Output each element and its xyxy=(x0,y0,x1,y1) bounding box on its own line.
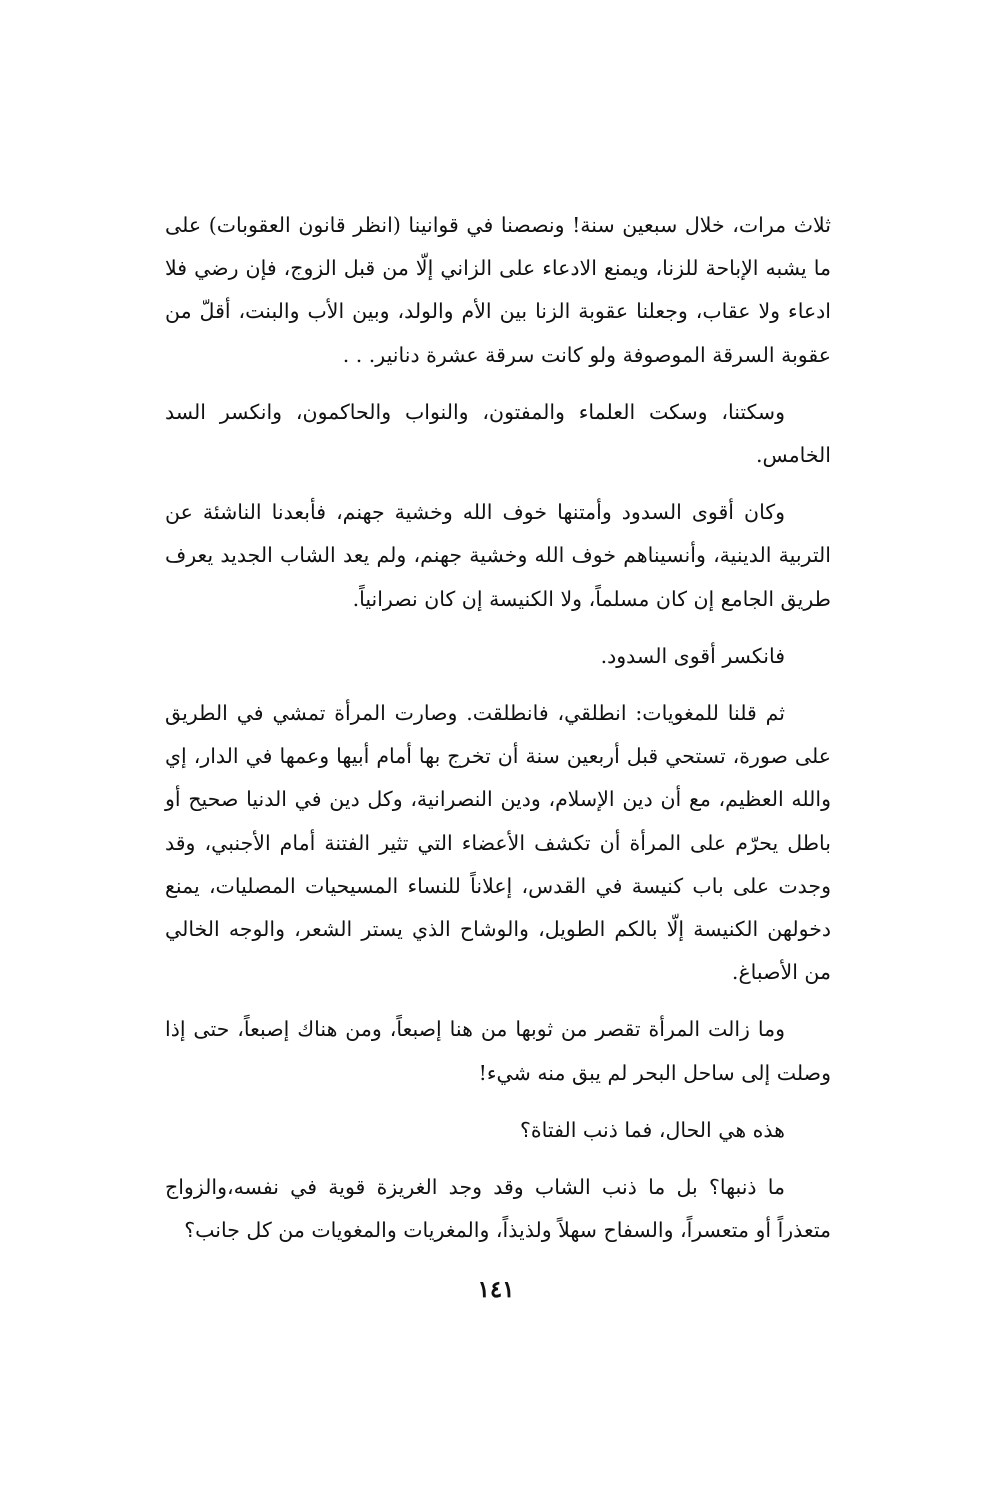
page-body xyxy=(165,204,831,1266)
paragraph-4: فانكسر أقوى السدود. xyxy=(600,643,785,668)
paragraph-5: ثم قلنا للمغويات: انطلقي، فانطلقت. وصارت المرأة تمشي في الطريق على صورة، تستحي قبل أربعين سنة أن تخرج بها أمام أبيها وعمها في الدار، إي والله العظيم، مع أن دين الإسلام، ودين النصرانية، وكل دين في الدنيا صحيح أو باطل يحرّم على المرأة أن تكشف الأعضاء التي تثير الفتنة أمام الأجنبي، وقد وجدت على باب كنيسة في القدس، إعلاناً للنساء المسيحيات المصليات، يمنع دخولهن الكنيسة إلّا بالكم الطويل، والوشاح الذي يستر الشعر، والوجه الخالي من الأصباغ. xyxy=(165,701,831,985)
paragraph-3: وكان أقوى السدود وأمتنها خوف الله وخشية جهنم، فأبعدنا الناشئة عن التربية الدينية، وأنسيناهم خوف الله وخشية جهنم، ولم يعد الشاب الجديد يعرف طريق الجامع إن كان مسلماً، ولا الكنيسة إن كان نصرانياً. xyxy=(165,500,831,611)
paragraph-1: ثلاث مرات، خلال سبعين سنة! ونصصنا في قوانينا (انظر قانون العقوبات) على ما يشبه الإباحة للزنا، ويمنع الادعاء على الزاني إلّا من قبل الزوج، فإن رضي فلا ادعاء ولا عقاب، وجعلنا عقوبة الزنا بين الأم والولد، وبين الأب والبنت، أقلّ من عقوبة السرقة الموصوفة ولو كانت سرقة عشرة دنانير. . . xyxy=(165,213,831,367)
paragraph-6: وما زالت المرأة تقصر من ثوبها من هنا إصبعاً، ومن هناك إصبعاً، حتى إذا وصلت إلى ساحل البحر لم يبق منه شيء! xyxy=(165,1017,831,1085)
page-number: ١٤١ xyxy=(477,1276,515,1303)
paragraph-2: وسكتنا، وسكت العلماء والمفتون، والنواب والحاكمون، وانكسر السد الخامس. xyxy=(165,399,831,468)
paragraph-8: ما ذنبها؟ بل ما ذنب الشاب وقد وجد الغريزة قوية في نفسه،والزواج متعذراً أو متعسراً، والسفاح سهلاً ولذيذاً، والمغريات والمغويات من كل جانب؟ xyxy=(165,1175,831,1243)
paragraph-7: هذه هي الحال، فما ذنب الفتاة؟ xyxy=(520,1117,785,1142)
